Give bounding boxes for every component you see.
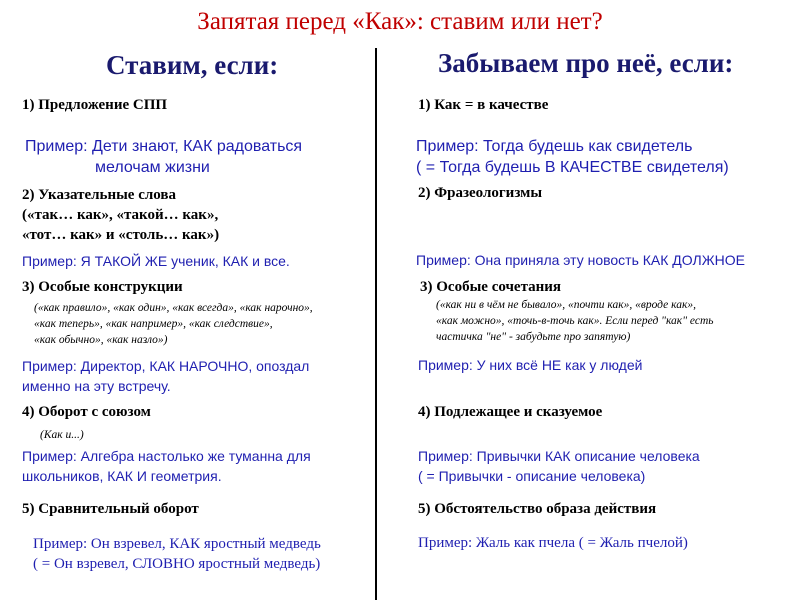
column-divider [375, 48, 377, 600]
right-rule-4-example: Пример: Привычки КАК описание человека ( = Привычки - описание человека) [418, 448, 700, 484]
right-rule-5-example: Пример: Жаль как пчела ( = Жаль пчелой) [418, 535, 688, 551]
left-rule-3-note: («как правило», «как один», «как всегда», «как нарочно», «как теперь», «как например», «как следствие», «как обычно», «как назло») [34, 302, 313, 346]
page-title: Запятая перед «Как»: ставим или нет? [197, 8, 603, 35]
right-column-heading: Забываем про неё, если: [438, 48, 734, 78]
right-rule-1-example: Пример: Тогда будешь как свидетель ( = Тогда будешь В КАЧЕСТВЕ свидетеля) [416, 138, 729, 176]
right-rule-2-example: Пример: Она приняла эту новость КАК ДОЛЖНОЕ [416, 252, 745, 268]
left-rule-4-title: 4) Оборот с союзом [22, 404, 151, 420]
left-rule-3-example: Пример: Директор, КАК НАРОЧНО, опоздал именно на эту встречу. [22, 358, 310, 394]
left-column-heading: Ставим, если: [106, 50, 279, 80]
left-rule-1-title: 1) Предложение СПП [22, 97, 168, 113]
right-rule-3-example: Пример: У них всё НЕ как у людей [418, 357, 643, 373]
right-rule-3-title: 3) Особые сочетания [420, 279, 562, 295]
right-rule-1-title: 1) Как = в качестве [418, 97, 549, 113]
left-rule-3-title: 3) Особые конструкции [22, 279, 183, 295]
left-rule-5-title: 5) Сравнительный оборот [22, 501, 199, 517]
left-rule-1-example: Пример: Дети знают, КАК радоваться мелочам жизни [25, 138, 303, 176]
left-rule-5-example: Пример: Он взревел, КАК яростный медведь ( = Он взревел, СЛОВНО яростный медведь) [33, 536, 321, 572]
right-rule-4-title: 4) Подлежащее и сказуемое [418, 404, 603, 420]
left-rule-2-example: Пример: Я ТАКОЙ ЖЕ ученик, КАК и все. [22, 253, 290, 269]
right-rule-5-title: 5) Обстоятельство образа действия [418, 501, 657, 517]
left-rule-4-example: Пример: Алгебра настолько же туманна для школьников, КАК И геометрия. [22, 448, 311, 484]
left-rule-4-note: (Как и...) [40, 429, 84, 441]
left-rule-2-title: 2) Указательные слова («так… как», «такой… как», «тот… как» и «столь… как») [22, 187, 220, 243]
right-rule-3-note: («как ни в чём не бывало», «почти как», «вроде как», «как можно», «точь-в-точь как». Если перед "как" есть частичка "не" - забудьте про запятую) [436, 299, 714, 343]
right-rule-2-title: 2) Фразеологизмы [418, 185, 543, 201]
